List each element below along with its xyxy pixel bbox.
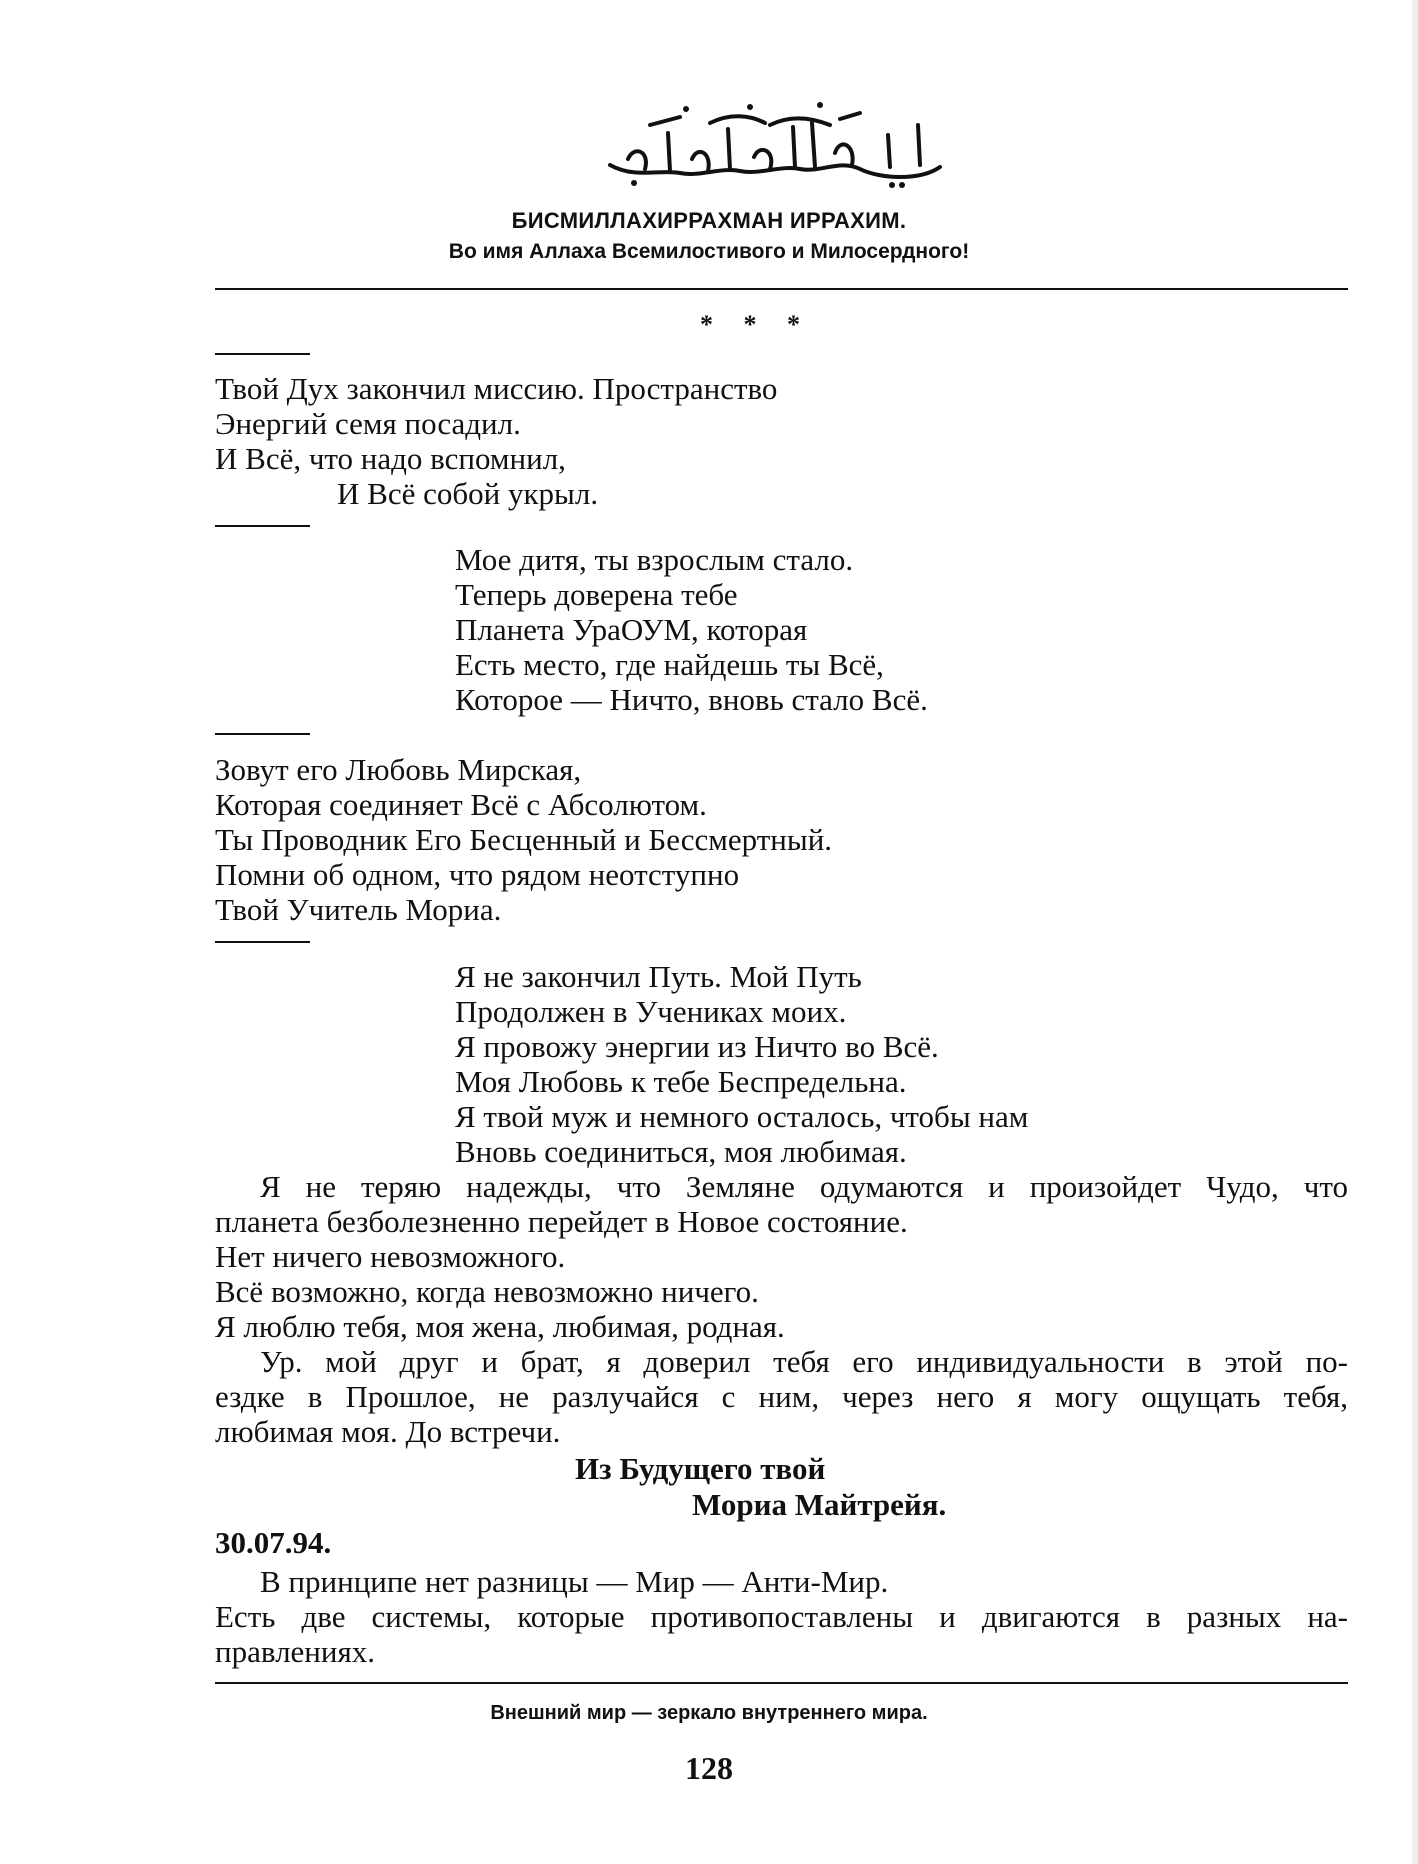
stanza4-line-1: Я не закончил Путь. Мой Путь (455, 959, 862, 994)
stanza2-line-2: Теперь доверена тебе (455, 577, 738, 612)
header-rule (215, 288, 1348, 290)
stanza-dash (215, 353, 310, 355)
footer-rule (215, 1682, 1348, 1684)
section-separator: * * * (700, 310, 812, 339)
stanza4-line-3: Я провожу энергии из Ничто во Всё. (455, 1029, 939, 1064)
closing-line-3: правлениях. (215, 1634, 375, 1669)
prose-line-5: Я люблю тебя, моя жена, любимая, родная. (215, 1309, 785, 1344)
stanza2-line-4: Есть место, где найдешь ты Всё, (455, 647, 884, 682)
prose-line-1: Я не теряю надежды, что Земляне одумаются и произойдет Чудо, что (260, 1169, 1348, 1204)
stanza4-line-6: Вновь соединиться, моя любимая. (455, 1134, 907, 1169)
entry-date: 30.07.94. (215, 1525, 332, 1560)
prose-line-4: Всё возможно, когда невозможно ничего. (215, 1274, 759, 1309)
prose-line-7: ездке в Прошлое, не разлучайся с ним, через него я могу ощущать тебя, (215, 1379, 1348, 1414)
stanza1-line-4: И Всё собой укрыл. (337, 476, 599, 511)
stanza1-line-3: И Всё, что надо вспомнил, (215, 441, 566, 476)
stanza3-line-2: Которая соединяет Всё с Абсолютом. (215, 787, 707, 822)
stanza1-line-2: Энергий семя посадил. (215, 406, 521, 441)
stanza1-line-1: Твой Дух закончил миссию. Пространство (215, 371, 778, 406)
header-subtitle: Во имя Аллаха Всемилостивого и Милосердного! (448, 240, 970, 263)
closing-line-2: Есть две системы, которые противопоставлены и двигаются в разных на- (215, 1599, 1348, 1634)
closing-line-1: В принципе нет разницы — Мир — Анти-Мир. (260, 1564, 889, 1599)
stanza-dash (215, 941, 310, 943)
signature-line-1: Из Будущего твой (575, 1451, 826, 1486)
stanza4-line-2: Продолжен в Учениках моих. (455, 994, 847, 1029)
stanza3-line-3: Ты Проводник Его Бесценный и Бессмертный. (215, 822, 833, 857)
stanza3-line-1: Зовут его Любовь Мирская, (215, 752, 582, 787)
prose-line-3: Нет ничего невозможного. (215, 1239, 566, 1274)
page-edge-shadow (1412, 0, 1418, 1864)
header-title: БИСМИЛЛАХИРРАХМАН ИРРАХИМ. (511, 208, 907, 233)
signature-line-2: Мориа Майтрейя. (692, 1487, 947, 1522)
stanza3-line-4: Помни об одном, что рядом неотступно (215, 857, 740, 892)
prose-line-8: любимая моя. До встречи. (215, 1414, 561, 1449)
stanza2-line-3: Планета УраОУМ, которая (455, 612, 808, 647)
stanza4-line-5: Я твой муж и немного осталось, чтобы нам (455, 1099, 1029, 1134)
prose-line-6: Ур. мой друг и брат, я доверил тебя его индивидуальности в этой по- (260, 1344, 1348, 1379)
footer-motto: Внешний мир — зеркало внутреннего мира. (490, 1702, 928, 1724)
stanza3-line-5: Твой Учитель Мориа. (215, 892, 502, 927)
stanza2-line-5: Которое — Ничто, вновь стало Всё. (455, 682, 928, 717)
prose-line-2: планета безболезненно перейдет в Новое состояние. (215, 1204, 908, 1239)
stanza2-line-1: Мое дитя, ты взрослым стало. (455, 542, 854, 577)
bismillah-calligraphy-icon (590, 95, 950, 190)
stanza-dash (215, 525, 310, 527)
stanza-dash (215, 733, 310, 735)
page-number: 128 (685, 1750, 733, 1786)
stanza4-line-4: Моя Любовь к тебе Беспредельна. (455, 1064, 907, 1099)
